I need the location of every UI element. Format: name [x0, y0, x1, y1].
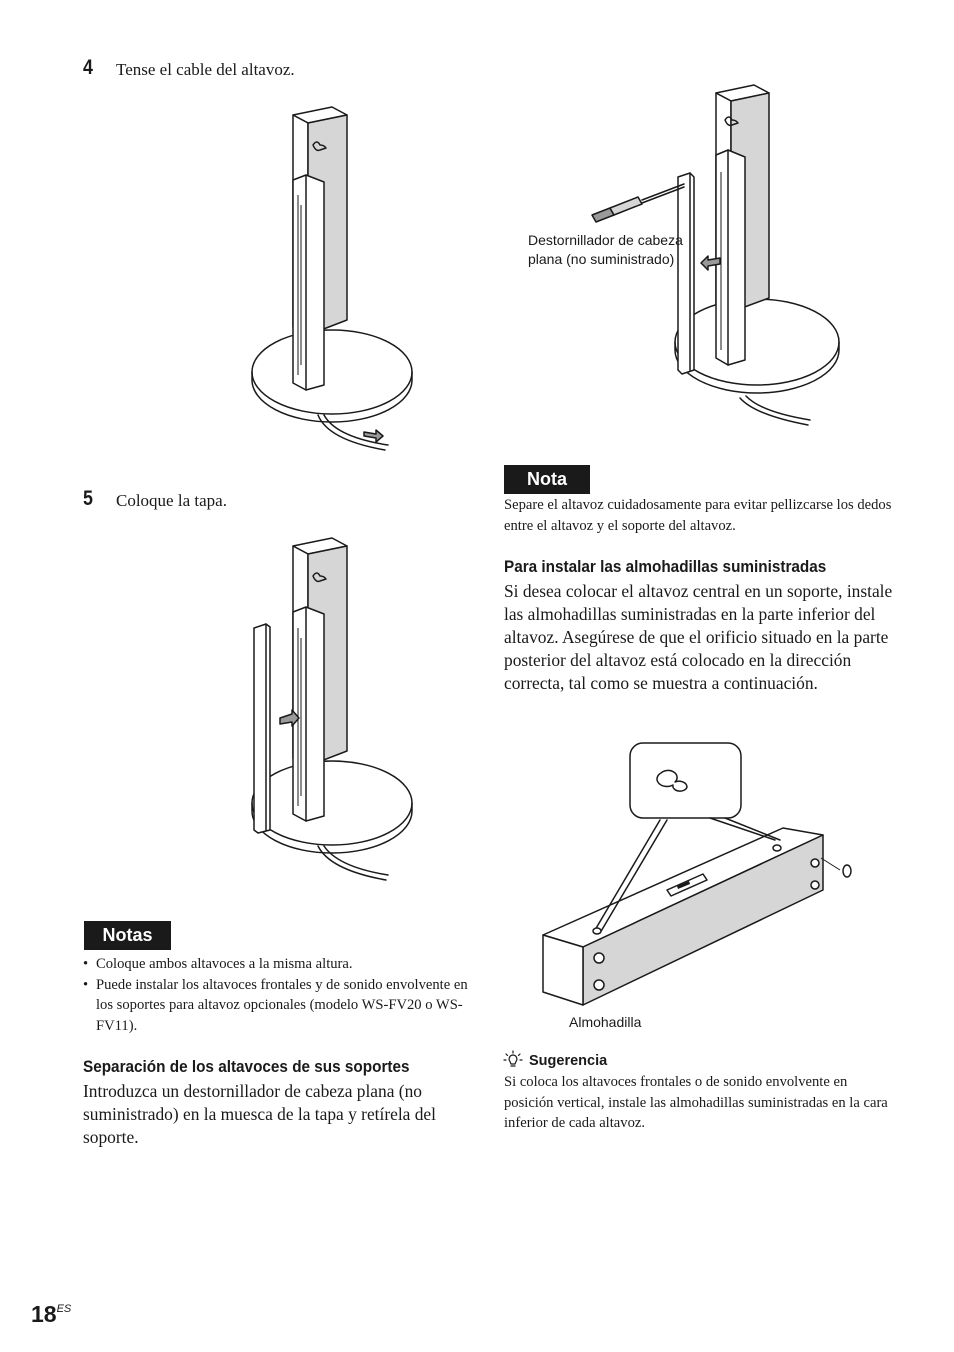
separacion-body: Introduzca un destornillador de cabeza plana (no suministrado) en la muesca de la tapa y retírela del soporte. [83, 1081, 436, 1147]
almohadillas-heading: Para instalar las almohadillas suministradas [504, 557, 827, 576]
sugerencia-label: Sugerencia [529, 1053, 608, 1069]
lightbulb-icon [504, 1051, 522, 1069]
notas-item: • Coloque ambos altavoces a la misma altura. [83, 954, 468, 975]
notas-label: Notas [84, 921, 171, 950]
step-5-number: 5 [83, 487, 93, 510]
almohadillas-body: Si desea colocar el altavoz central en un soporte, instale las almohadillas suministradas en la parte inferior del altavoz. Asegúrese de que el orificio situado en la parte posterior del altavoz está colocado en la dirección correcta, tal como se muestra a continuación. [504, 581, 893, 693]
step-5-text: Coloque la tapa. [116, 491, 227, 510]
step-4-text: Tense el cable del altavoz. [116, 60, 295, 79]
pad-callout: Almohadilla [569, 1014, 642, 1030]
notas-item: • Puede instalar los altavoces frontales y de sonido envolvente en los soportes para altavoz opcionales (modelo WS-FV20 o WS-FV11). [83, 975, 468, 1037]
separacion-heading: Separación de los altavoces de sus soportes [83, 1057, 410, 1076]
step-4-number: 4 [83, 56, 93, 79]
speaker-stand-cable-illustration [240, 95, 410, 460]
page-number-value: 18 [31, 1301, 57, 1327]
nota-text: Separe el altavoz cuidadosamente para evitar pellizcarse los dedos entre el altavoz y el soporte del altavoz. [504, 497, 892, 534]
screwdriver-callout: Destornillador de cabeza plana (no suministrado) [528, 232, 683, 267]
center-speaker-pads-illustration [535, 740, 865, 1025]
page-number-suffix: ES [56, 1303, 72, 1315]
nota-label: Nota [504, 465, 590, 494]
page-number [31, 1301, 71, 1328]
notas-list [83, 954, 468, 1036]
attach-cover-illustration [240, 530, 410, 895]
sugerencia-text: Si coloca los altavoces frontales o de sonido envolvente en posición vertical, instale las almohadillas suministradas en la cara inferior de cada altavoz. [504, 1074, 888, 1131]
